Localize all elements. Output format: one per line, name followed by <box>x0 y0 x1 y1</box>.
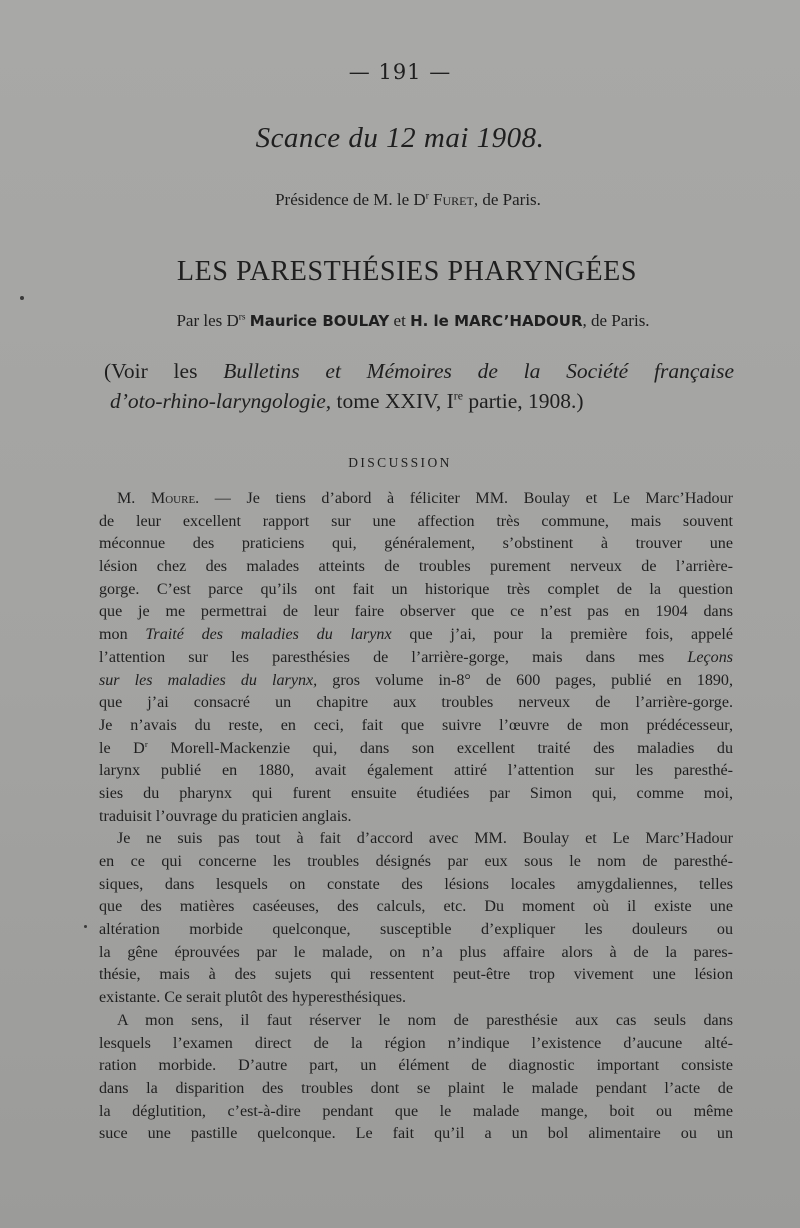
body-line: ration morbide. D’autre part, un élément de diagnostic important consiste <box>99 1057 733 1075</box>
body-sup: r <box>144 738 148 749</box>
reference-text: (Voir les <box>104 359 224 383</box>
body-line <box>99 738 733 761</box>
authors-suffix: , de Paris. <box>582 311 650 330</box>
body-line: méconnue des praticiens qui, généralement, s’obstinent à trouver une <box>99 535 733 553</box>
body-text: l’attention sur les paresthésies de l’arrière-gorge, mais dans mes <box>99 648 688 666</box>
body-line <box>99 624 733 647</box>
body-line <box>99 647 733 670</box>
body-text: le D <box>99 739 145 757</box>
body-line: thésie, mais à des sujets qui ressentent peut-être trop vivement une lésion <box>99 966 733 984</box>
body-italic: Leçons <box>687 648 733 666</box>
ink-speck <box>20 296 24 300</box>
body-text: mon <box>99 626 146 644</box>
speaker-name: M. Moure. <box>117 490 200 507</box>
body-line: Je ne suis pas tout à fait d’accord avec MM. Boulay et Le Marc’Hadour <box>117 830 733 848</box>
ink-speck <box>84 925 87 928</box>
body-line: lésion chez des malades atteints de troubles purement nerveux de l’arrière- <box>99 558 733 576</box>
reference-sup: re <box>453 388 463 403</box>
body-italic: sur les maladies du larynx, <box>99 671 318 689</box>
body-line: A mon sens, il faut réserver le nom de paresthésie aux cas seuls dans <box>117 1011 733 1029</box>
authors-dr-sup: rs <box>238 312 246 323</box>
article-title: LES PARESTHÉSIES PHARYNGÉES <box>176 256 638 287</box>
body-line: dans la disparition des troubles dont se plaint le malade pendant l’acte de <box>99 1079 733 1097</box>
reference-line-1 <box>104 356 734 386</box>
reference-text: tome XXIV, I <box>331 389 454 413</box>
body-line: altération morbide quelconque, susceptible d’expliquer les douleurs ou <box>99 921 733 939</box>
body-line: gorge. C’est parce qu’ils ont fait un historique très complet de la question <box>99 580 733 598</box>
body-line: de leur excellent rapport sur une affection très commune, mais souvent <box>99 512 733 530</box>
body-line: siques, dans lesquels on constate des lésions locales amygdaliennes, telles <box>99 875 733 893</box>
authors-conj: et <box>389 311 411 330</box>
body-line <box>99 670 733 693</box>
presidence-dr-sup: r <box>425 191 429 202</box>
body-line: que je me permettrai de leur faire observer que ce n’est pas en 1904 dans <box>99 603 733 621</box>
president-name: Furet <box>433 190 474 209</box>
authors-prefix: Par les D <box>176 311 239 330</box>
page-number: — 191 — <box>348 60 452 84</box>
authors-line <box>0 311 800 331</box>
body-text: — Je tiens d’abord à féliciter MM. Boulay et Le Marc’Hadour <box>199 490 733 507</box>
session-title: Scance du 12 mai 1908. <box>255 122 545 154</box>
body-line: la gêne éprouvées par le malade, on n’a plus affaire alors à de la pares- <box>99 943 733 961</box>
reference-line-2 <box>110 386 734 416</box>
discussion-body <box>99 488 733 1146</box>
body-line: traduisit l’ouvrage du praticien anglais. <box>99 807 352 825</box>
discussion-heading: DISCUSSION <box>348 455 452 470</box>
body-line: sies du pharynx qui furent ensuite étudiées par Simon qui, comme moi, <box>99 784 733 802</box>
body-line: que des matières caséeuses, des calculs, etc. Du moment où il existe une <box>99 898 733 916</box>
body-text: gros volume in-8° de 600 pages, publié en 1890, <box>317 671 733 689</box>
body-line: que j’ai consacré un chapitre aux troubles nerveux de l’arrière-gorge. <box>99 694 733 712</box>
body-line <box>99 488 733 511</box>
presidence-line <box>0 190 800 210</box>
body-line: suce une pastille quelconque. Le fait qu’il a un bol alimentaire ou un <box>99 1125 733 1143</box>
reference-text: partie, 1908.) <box>462 389 584 413</box>
reference-italic: Bulletins et Mémoires de la Société française <box>223 359 734 383</box>
author-boulay: Maurice BOULAY <box>249 312 390 330</box>
bulletin-reference <box>104 356 734 416</box>
body-line: en ce qui concerne les troubles désignés par eux sous le nom de paresthé- <box>99 853 733 870</box>
body-line: existante. Ce serait plutôt des hyperesthésiques. <box>99 989 407 1007</box>
body-line: la déglutition, c’est-à-dire pendant que le malade mange, boit ou même <box>99 1102 733 1120</box>
reference-italic: d’oto-rhino-laryngologie, <box>110 389 332 413</box>
presidence-suffix: , de Paris. <box>473 190 541 209</box>
presidence-prefix: Présidence de M. le D <box>275 190 426 209</box>
body-line: lesquels l’examen direct de la région n’indique l’existence d’aucune alté- <box>99 1034 733 1052</box>
body-italic: Traité des maladies du larynx <box>145 626 392 644</box>
body-text: que j’ai, pour la première fois, appelé <box>391 626 733 644</box>
body-line: larynx publié en 1880, avait également attiré l’attention sur les paresthé- <box>99 762 733 780</box>
author-marchadour: H. le MARC’HADOUR <box>410 312 583 330</box>
body-line: Je n’avais du reste, en ceci, fait que suivre l’œuvre de mon prédécesseur, <box>99 716 733 734</box>
body-text: Morell-Mackenzie qui, dans son excellent traité des maladies du <box>147 739 733 757</box>
